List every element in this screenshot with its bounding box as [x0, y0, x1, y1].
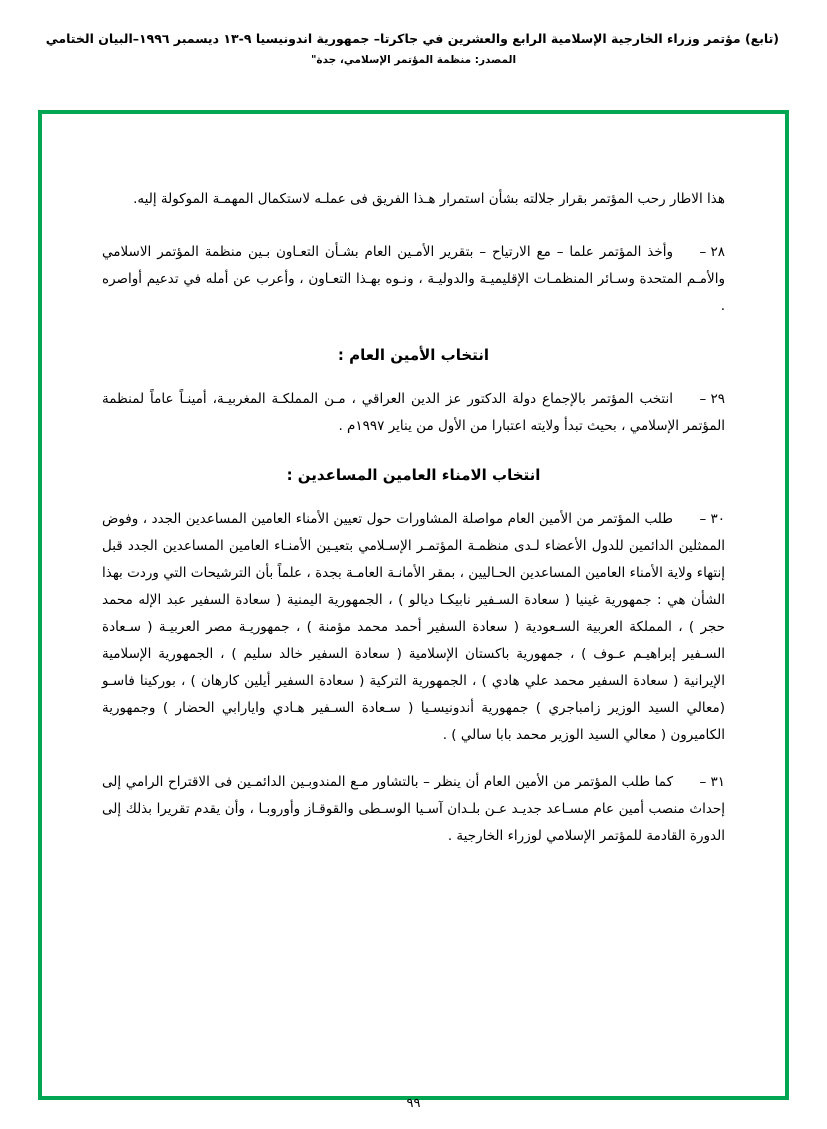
paragraph-29-text: انتخب المؤتمر بالإجماع دولة الدكتور عز الدين العراقي ، مـن المملكـة المغربيـة، أمينـاً عاماً لمنظمة المؤتمر الإسلامي ، بحيث تبدأ ولايته اعتبارا من الأول من يناير ١٩٩٧م .: [102, 391, 725, 434]
document-header: [0, 0, 827, 66]
heading-election-assistant-secretaries-general: انتخاب الامناء العامين المساعدين :: [286, 466, 541, 484]
paragraph-29-number: ٢٩ –: [699, 391, 725, 407]
paragraph-31: [102, 769, 725, 850]
paragraph-28-text: وأخذ المؤتمر علما – مع الارتياح – بتقرير الأمـين العام بشـأن التعـاون بـين منظمة المؤتمر الاسلامي والأمـم المتحدة وسـائر المنظمـات الإقليميـة والدوليـة ، ونـوه بهـذا التعـاون ، وأعرب عن أمله في تدعيم أواصره .: [102, 244, 725, 314]
paragraph-29: [102, 386, 725, 440]
header-source-line: المصدر: منظمة المؤتمر الإسلامي، جدة": [310, 53, 517, 66]
document-body: [42, 114, 785, 890]
paragraph-31-number: ٣١ –: [699, 774, 725, 790]
paragraph-intro-text: هذا الاطار رحب المؤتمر بقرار جلالته بشأن استمرار هـذا الفريق فى عملـه لاستكمال المهمـة الموكولة إليه.: [133, 191, 725, 207]
header-title-line: (تابع) مؤتمر وزراء الخارجية الإسلامية الرابع والعشرين في جاكرتا– جمهورية اندونيسيا ٩-١٣ ديسمبر ١٩٩٦–البيان الختامي: [45, 31, 779, 46]
paragraph-30: [102, 506, 725, 749]
paragraph-30-text: طلب المؤتمر من الأمين العام مواصلة المشاورات حول تعيين الأمناء العامين المساعدين الجدد ، وفوض الممثلين الدائمين للدول الأعضاء لـدى منظمـة المؤتمـر الإسـلامي بتعيـين الأمنـاء العامين المساعدين الجدد قبل إنتهاء ولاية الأمناء العامين المساعدين الحـاليين ، بمقر الأمانـة العامـة بجدة ، علماً بأن الترشيحات التي وردت بهذا الشأن هي : جمهورية غينيا ( سعادة السـفير نابيكـا ديالو ) ، الجمهورية اليمنية ( سعادة السفير عبد الإله محمد حجر ) ، المملكة العربية السـعودية ( سعادة السفير أحمد محمد مؤمنة ) ، جمهوريـة مصر العربيـة ( سـعادة السـفير إبراهيـم عـوف ) ، جمهورية باكستان الإسلامية ( سعادة السفير خالد سليم ) ، الجمهورية الإسلامية الإيرانية ( سعادة السفير محمد علي هادي ) ، الجمهورية التركية ( سعادة السفير أيلين كارهان ) ، بوركينا فاسـو (معالي السيد الوزير زامباجري ) جمهورية أندونيسـيا ( سـعادة السـفير هـادي وايارابي الحضار ) وجمهورية الكاميرون ( معالي السيد الوزير محمد بابا سالي ) .: [102, 511, 725, 743]
heading-election-secretary-general: انتخاب الأمين العام :: [337, 346, 490, 364]
paragraph-31-text: كما طلب المؤتمر من الأمين العام أن ينظر – بالتشاور مـع المندوبـين الدائمـين فى الاقتراح الرامي إلى إحداث منصب أمين عام مسـاعد جديـد عـن بلـدان آسـيا الوسـطى والقوقـاز وأوروبـا ، وأن يقدم تقريرا بذلك إلى الدورة القادمة للمؤتمر الإسلامي لوزراء الخارجية .: [102, 774, 725, 844]
green-bordered-content-frame: [38, 110, 789, 1100]
paragraph-28: [102, 239, 725, 320]
page-number: ٩٩: [406, 1096, 421, 1111]
paragraph-intro: [102, 186, 725, 213]
paragraph-30-number: ٣٠ –: [699, 511, 725, 527]
paragraph-28-number: ٢٨ –: [699, 244, 725, 260]
